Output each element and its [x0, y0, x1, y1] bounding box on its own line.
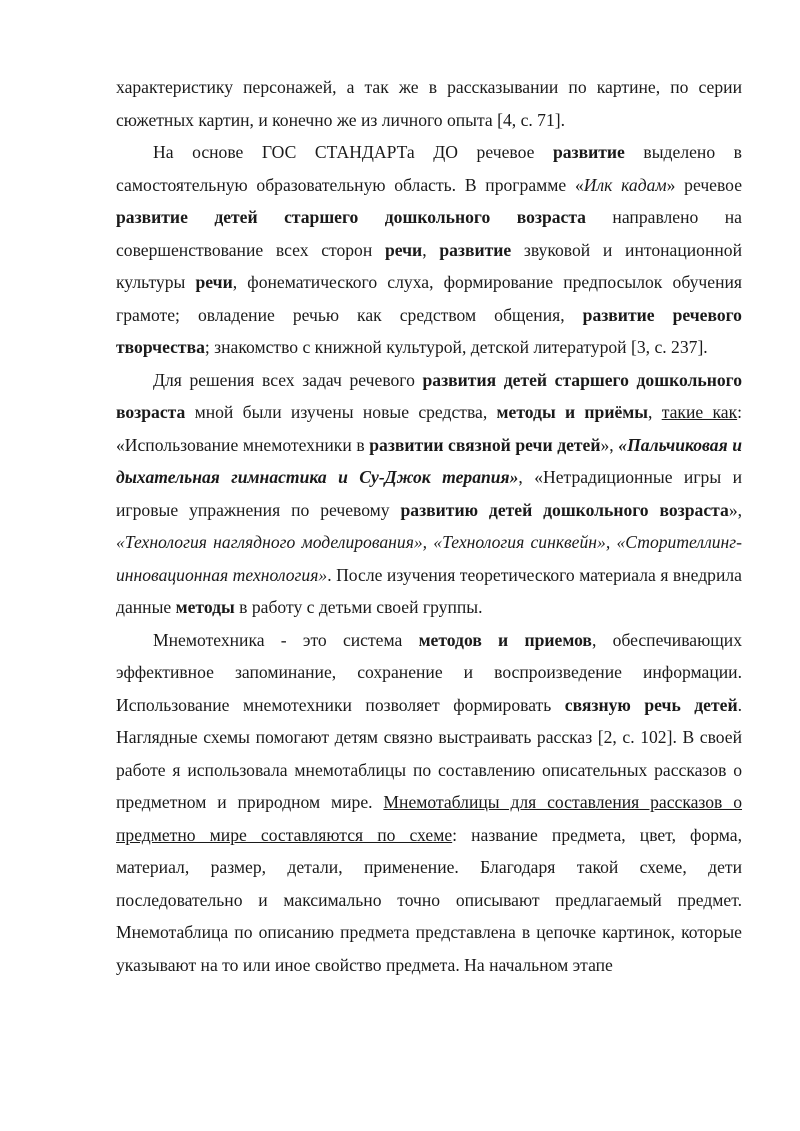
text-segment: направлено на совершенствование всех сторон: [116, 207, 742, 260]
text-segment: , «Нетрадиционные игры и игровые упражнения по речевому: [116, 467, 742, 520]
text-segment: , фонематического слуха, формирование предпосылок обучения грамоте; овладение речью как средством общения,: [116, 272, 742, 325]
text-segment: ,: [648, 402, 662, 422]
text-segment: речи: [195, 272, 233, 292]
text-segment: Мнемотаблицы для составления рассказов о предметно мире составляются по схеме: [116, 792, 743, 845]
text-segment: в работу с детьми своей группы.: [234, 597, 483, 617]
text-segment: развитие: [439, 239, 512, 260]
text-segment: речи: [384, 239, 423, 260]
text-segment: методы и приёмы: [496, 402, 648, 422]
para-mnemotechnics: [116, 624, 742, 982]
text-segment: звуковой и интонационной культуры: [116, 239, 743, 292]
text-segment: . Наглядные схемы помогают детям связно выстраивать рассказ [2, с. 102]. В своей работе я использовала мнемотаблицы по составлению описательных рассказов о предметном и природном мире.: [116, 694, 742, 812]
text-segment: выделено в самостоятельную образовательную область. В программе «: [116, 142, 742, 195]
text-segment: Илк кадам: [583, 174, 667, 195]
text-segment: »,: [728, 499, 743, 520]
text-segment: методы: [175, 597, 235, 617]
text-segment: мной были изучены новые средства,: [185, 402, 497, 422]
text-segment: Мнемотехника - это система: [153, 629, 419, 650]
text-segment: развитие: [552, 142, 625, 162]
text-segment: такие как: [661, 402, 738, 422]
text-segment: характеристику персонажей, а так же в рассказывании по картине, по серии сюжетных картин, и конечно же из личного опыта [4, с. 71].: [116, 77, 742, 130]
para-methods: [116, 364, 742, 624]
text-segment: , обеспечивающих эффективное запоминание, сохранение и воспроизведение информации. Использование мнемотехники позволяет формировать: [116, 629, 742, 715]
text-segment: методов и приемов: [418, 629, 592, 650]
text-segment: ,: [422, 239, 440, 260]
text-segment: связную речь детей: [564, 694, 738, 715]
text-segment: : название предмета, цвет, форма, материал, размер, детали, применение. Благодаря такой схеме, дети последовательно и максимально точно описывают предлагаемый предмет. Мнемотаблица по описанию предмета представлена в цепочке картинок, которые указывают на то или иное свойство предмета. На начальном этапе: [116, 824, 742, 975]
text-segment: Для решения всех задач речевого: [153, 369, 423, 390]
text-segment: : «Использование мнемотехники в: [116, 402, 743, 455]
text-segment: »,: [600, 434, 619, 455]
para-gos-standard: [116, 136, 742, 364]
text-segment: развитие речевого творчества: [116, 304, 742, 357]
text-segment: . После изучения теоретического материала я внедрила данные: [116, 564, 742, 617]
para-continuation: [116, 71, 742, 136]
text-segment: » речевое: [666, 174, 742, 195]
text-segment: «Пальчиковая и дыхательная гимнастика и Су-Джок терапия»: [116, 434, 743, 487]
text-segment: На основе ГОС СТАНДАРТа ДО речевое: [153, 142, 553, 162]
text-segment: развитие детей старшего дошкольного возраста: [116, 207, 586, 227]
text-segment: «Технология наглядного моделирования», «Технология синквейн», «Сторителлинг-инновационная технология»: [116, 532, 742, 585]
text-segment: развитию детей дошкольного возраста: [400, 499, 729, 520]
text-segment: развитии связной речи детей: [369, 434, 601, 455]
text-segment: развития детей старшего дошкольного возраста: [116, 369, 742, 422]
text-segment: ; знакомство с книжной культурой, детской литературой [3, с. 237].: [204, 337, 708, 357]
